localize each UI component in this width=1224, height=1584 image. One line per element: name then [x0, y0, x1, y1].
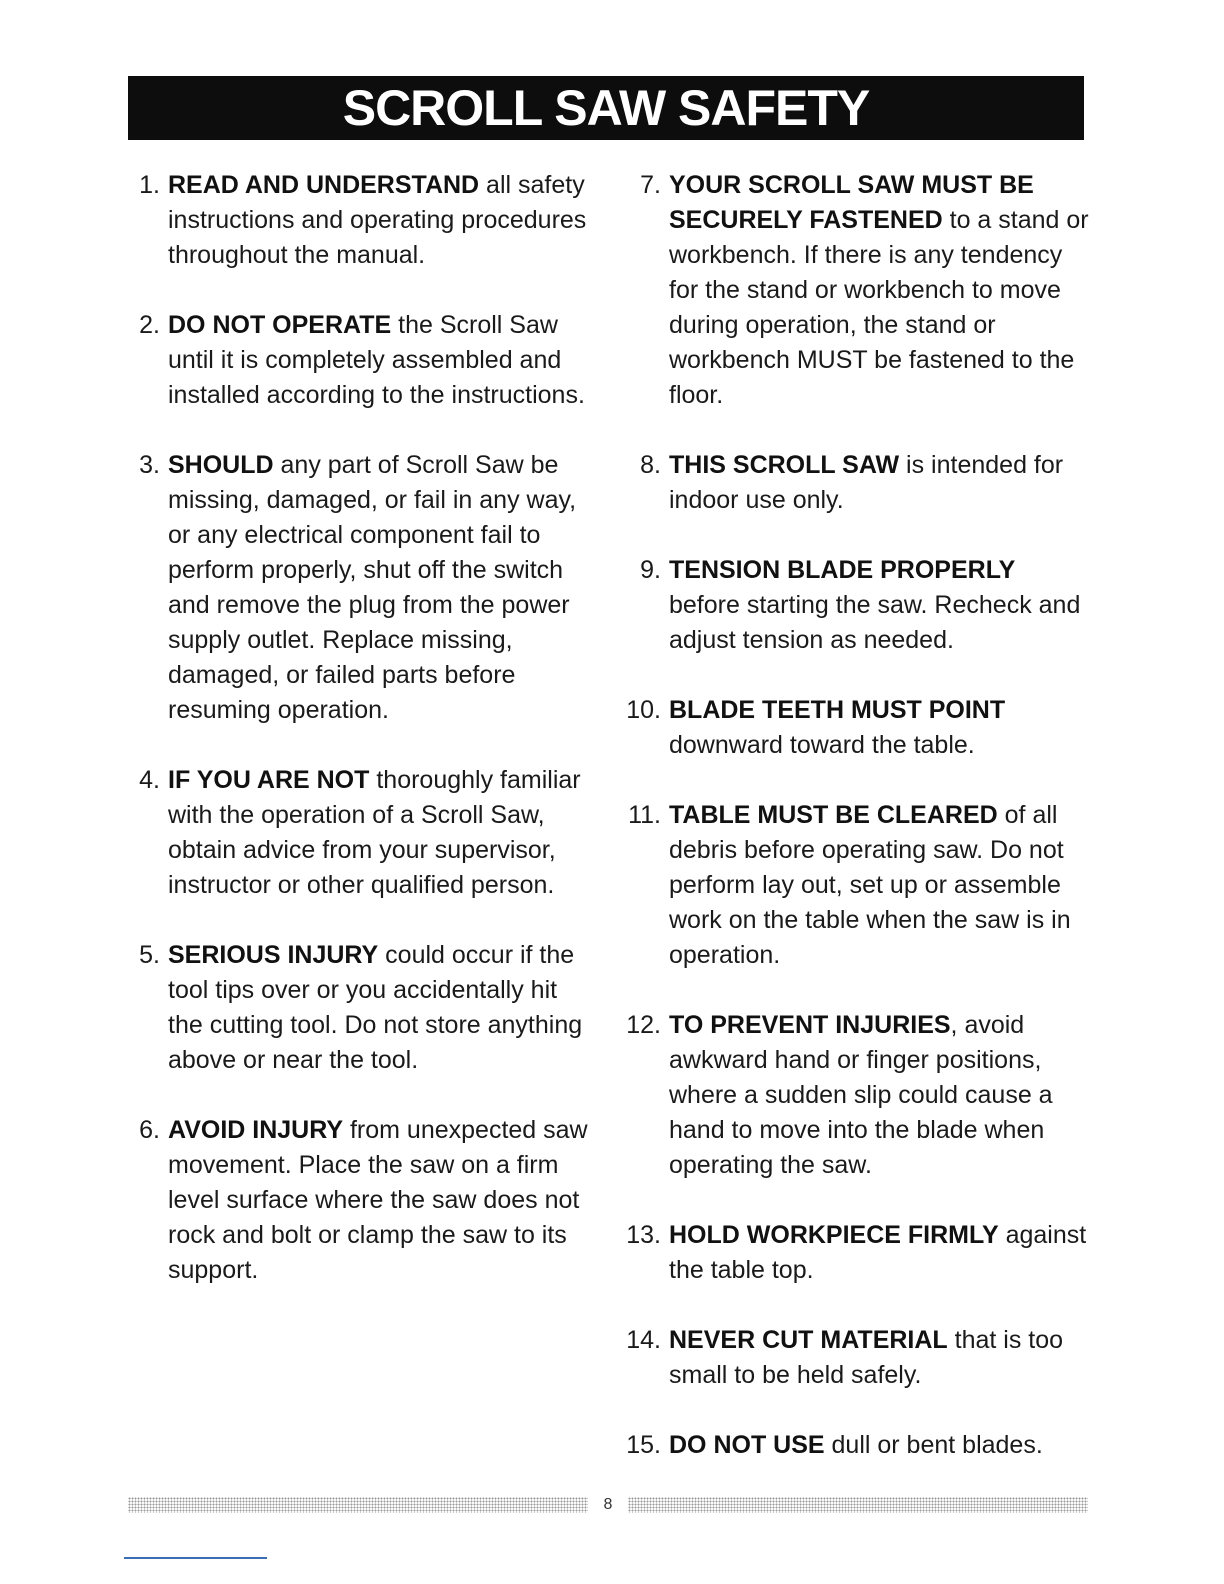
list-item-9 [622, 553, 1092, 658]
item-number: 10. [626, 696, 661, 724]
item-text [669, 1323, 1092, 1393]
item-number: 13. [626, 1221, 661, 1249]
page-title: SCROLL SAW SAFETY [342, 80, 870, 136]
list-item-13 [622, 1218, 1092, 1288]
page-footer [128, 1494, 1088, 1516]
item-heading: YOUR SCROLL SAW MUST BE SECURELY FASTENED [669, 171, 1034, 234]
list-item-14 [622, 1323, 1092, 1393]
item-number: 12. [626, 1011, 661, 1039]
item-heading: NEVER CUT MATERIAL [669, 1326, 948, 1354]
item-heading: SERIOUS INJURY [168, 941, 379, 969]
list-item-4 [128, 763, 598, 903]
item-number: 2. [139, 311, 160, 339]
page-number: 8 [603, 1496, 613, 1513]
item-text [669, 553, 1092, 658]
item-text [168, 1113, 598, 1288]
item-number: 15. [626, 1431, 661, 1459]
item-number: 11. [628, 801, 661, 829]
item-body: from unexpected saw movement. Place the saw on a firm level surface where the saw does not rock and bolt or clamp the saw to its support. [168, 1116, 588, 1284]
item-body: , avoid awkward hand or finger positions, where a sudden slip could cause a hand to move into the blade when operating the saw. [669, 1011, 1053, 1179]
item-number: 9. [640, 556, 661, 584]
page-title-banner [128, 76, 1084, 140]
item-number: 4. [139, 766, 160, 794]
item-text [669, 693, 1092, 763]
item-heading: READ AND UNDERSTAND [168, 171, 480, 199]
item-number: 14. [626, 1326, 661, 1354]
item-heading: DO NOT OPERATE [168, 311, 392, 339]
item-heading: BLADE TEETH MUST POINT [669, 696, 1006, 724]
item-text [669, 448, 1092, 518]
item-heading: THIS SCROLL SAW [669, 451, 900, 479]
item-body: all safety instructions and operating procedures throughout the manual. [168, 171, 587, 269]
list-item-3 [128, 448, 598, 728]
item-number: 5. [139, 941, 160, 969]
item-text [669, 798, 1092, 973]
list-item-1 [128, 168, 598, 273]
item-number: 3. [139, 451, 160, 479]
item-heading: AVOID INJURY [168, 1116, 344, 1144]
item-body: downward toward the table. [669, 731, 975, 759]
list-item-10 [622, 693, 1092, 763]
list-item-7 [622, 168, 1092, 413]
item-body: to a stand or workbench. If there is any tendency for the stand or workbench to move during operation, the stand or workbench MUST be fastened to the floor. [669, 206, 1089, 409]
list-item-11 [622, 798, 1092, 973]
item-heading: TABLE MUST BE CLEARED [669, 801, 998, 829]
item-text [168, 168, 598, 273]
right-column [622, 168, 1092, 1463]
list-item-12 [622, 1008, 1092, 1183]
item-body: of all debris before operating saw. Do not perform lay out, set up or assemble work on the table when the saw is in operation. [669, 801, 1071, 969]
list-item-8 [622, 448, 1092, 518]
list-item-15 [622, 1428, 1092, 1463]
corner-divider-line [124, 1557, 267, 1559]
item-body: before starting the saw. Recheck and adjust tension as needed. [669, 591, 1081, 654]
item-text [168, 763, 598, 903]
item-text [669, 1218, 1092, 1288]
list-item-2 [128, 308, 598, 413]
item-text [168, 938, 598, 1078]
item-heading: IF YOU ARE NOT [168, 766, 370, 794]
item-heading: TO PREVENT INJURIES [669, 1011, 951, 1039]
item-number: 6. [139, 1116, 160, 1144]
item-heading: DO NOT USE [669, 1431, 825, 1459]
left-column [128, 168, 598, 1288]
footer-dotted-rule-right [628, 1497, 1088, 1513]
list-item-5 [128, 938, 598, 1078]
item-number: 1. [139, 171, 160, 199]
item-body: any part of Scroll Saw be missing, damaged, or fail in any way, or any electrical component fail to perform properly, shut off the switch and remove the plug from the power supply outlet. Replace missing, damaged, or failed parts before resuming operation. [168, 451, 577, 724]
item-text [168, 448, 598, 728]
item-text [669, 168, 1092, 413]
item-body: dull or bent blades. [824, 1431, 1043, 1459]
item-number: 7. [640, 171, 661, 199]
item-body: is intended for indoor use only. [669, 451, 1064, 514]
item-number: 8. [640, 451, 661, 479]
item-text [669, 1008, 1092, 1183]
item-text [669, 1428, 1092, 1463]
item-body: against the table top. [669, 1221, 1087, 1284]
item-body: could occur if the tool tips over or you accidentally hit the cutting tool. Do not store anything above or near the tool. [168, 941, 583, 1074]
item-text [168, 308, 598, 413]
item-body: that is too small to be held safely. [669, 1326, 1064, 1389]
item-heading: SHOULD [168, 451, 274, 479]
list-item-6 [128, 1113, 598, 1288]
footer-dotted-rule-left [128, 1497, 588, 1513]
item-heading: TENSION BLADE PROPERLY [669, 556, 1016, 584]
item-body: thoroughly familiar with the operation of a Scroll Saw, obtain advice from your supervisor, instructor or other qualified person. [168, 766, 581, 899]
item-body: the Scroll Saw until it is completely assembled and installed according to the instructions. [168, 311, 585, 409]
item-heading: HOLD WORKPIECE FIRMLY [669, 1221, 999, 1249]
